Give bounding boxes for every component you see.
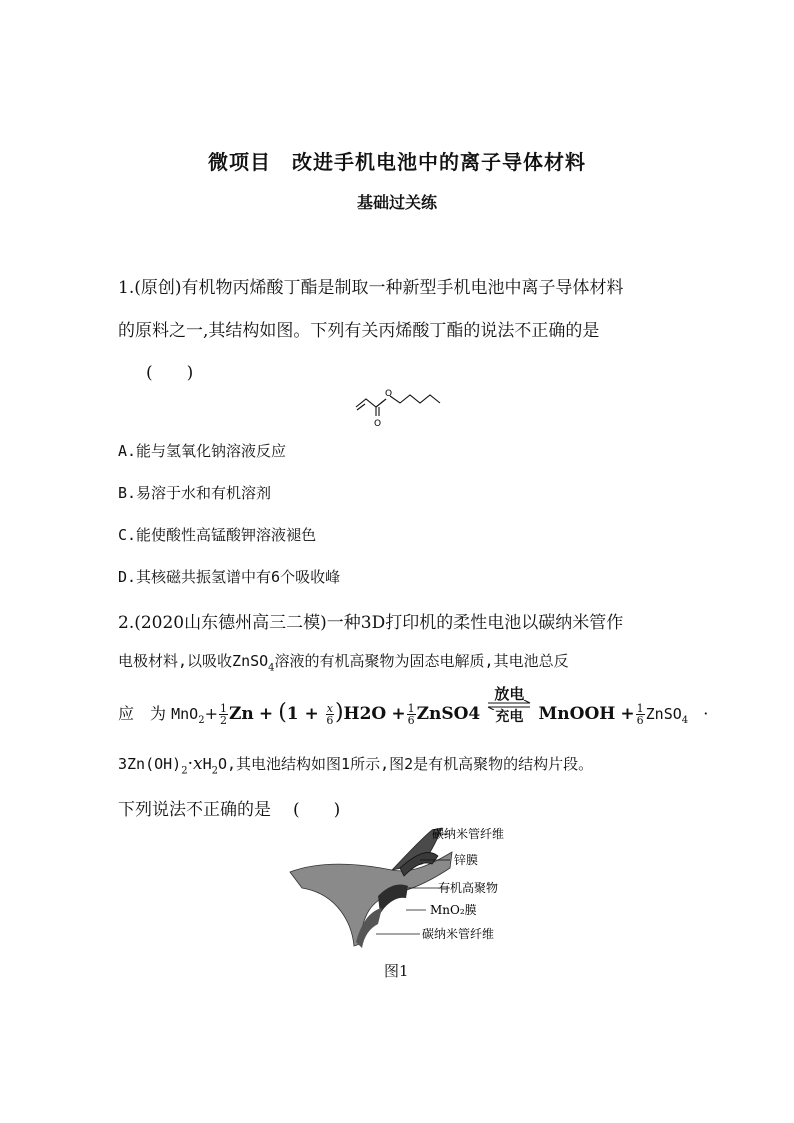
q1-answer-bracket: ( ) bbox=[146, 363, 194, 383]
q1-option-d: D.其核磁共振氢谱中有6个吸收峰 bbox=[118, 568, 341, 586]
page-title: 微项目 改进手机电池中的离子导体材料 bbox=[208, 150, 586, 174]
carbonyl-oxygen-label: O bbox=[374, 419, 382, 429]
label-cnt-fiber-bottom: 碳纳米管纤维 bbox=[422, 927, 495, 941]
skeletal-bonds bbox=[356, 395, 440, 416]
reversible-arrow: 放电 充电 bbox=[486, 705, 532, 725]
q1-option-c: C.能使酸性高锰酸钾溶液褪色 bbox=[118, 526, 317, 544]
fraction-sixth-1: $\frac{1}{6}$ bbox=[407, 702, 415, 727]
label-zinc-film: 锌膜 bbox=[454, 853, 479, 867]
ester-bond bbox=[376, 399, 386, 407]
q1-stem-line1: 1.(原创)有机物丙烯酸丁酯是制取一种新型手机电池中离子导体材料 bbox=[118, 278, 624, 298]
fraction-sixth-2: $\frac{1}{6}$ bbox=[636, 702, 644, 727]
q1-stem-line2: 的原料之一,其结构如图。下列有关丙烯酸丁酯的说法不正确的是 bbox=[118, 321, 600, 341]
ring-oxygen-label: O bbox=[385, 389, 393, 399]
butyl-chain bbox=[390, 395, 440, 403]
section-subtitle: 基础过关练 bbox=[356, 193, 437, 212]
label-cnt-fiber-top: 碳纳米管纤维 bbox=[432, 827, 505, 841]
label-organic-polymer: 有机高聚物 bbox=[438, 881, 499, 895]
butyl-acrylate-structure bbox=[352, 383, 452, 429]
battery-structure-figure bbox=[282, 824, 512, 952]
q2-stem-line1: 2.(2020山东德州高三二模)一种3D打印机的柔性电池以碳纳米管作 bbox=[118, 613, 624, 633]
fraction-x-sixth: $\frac{x}{6}$ bbox=[326, 702, 334, 727]
q2-stem-line4: $3Zn(OH)_2\cdot xH_2O$,其电池结构如图1所示,图2是有机高聚物的结构片段。 bbox=[118, 754, 594, 777]
fraction-half: $\frac{1}{2}$ bbox=[219, 702, 227, 727]
q2-stem-line5: 下列说法不正确的是 ( ) bbox=[118, 800, 341, 820]
q2-reaction-equation: 应 为 MnO$_2$+ $\frac{1}{2}$ Zn + (1 + $\frac{x}{6}$ )H2O + $\frac{1}{6}$ ZnSO4 放电 充电 MnOOH + $\frac{1}{6}$ ZnSO$_4$ · bbox=[118, 684, 709, 727]
q1-option-a: A.能与氢氧化钠溶液反应 bbox=[118, 442, 287, 460]
q2-stem-line2: 电极材料,以吸收ZnSO$_4$溶液的有机高聚物为固态电解质,其电池总反 bbox=[118, 652, 569, 674]
label-mno2-film: MnO₂膜 bbox=[430, 903, 477, 917]
figure-caption: 图1 bbox=[384, 962, 409, 980]
q1-option-b: B.易溶于水和有机溶剂 bbox=[118, 484, 272, 502]
